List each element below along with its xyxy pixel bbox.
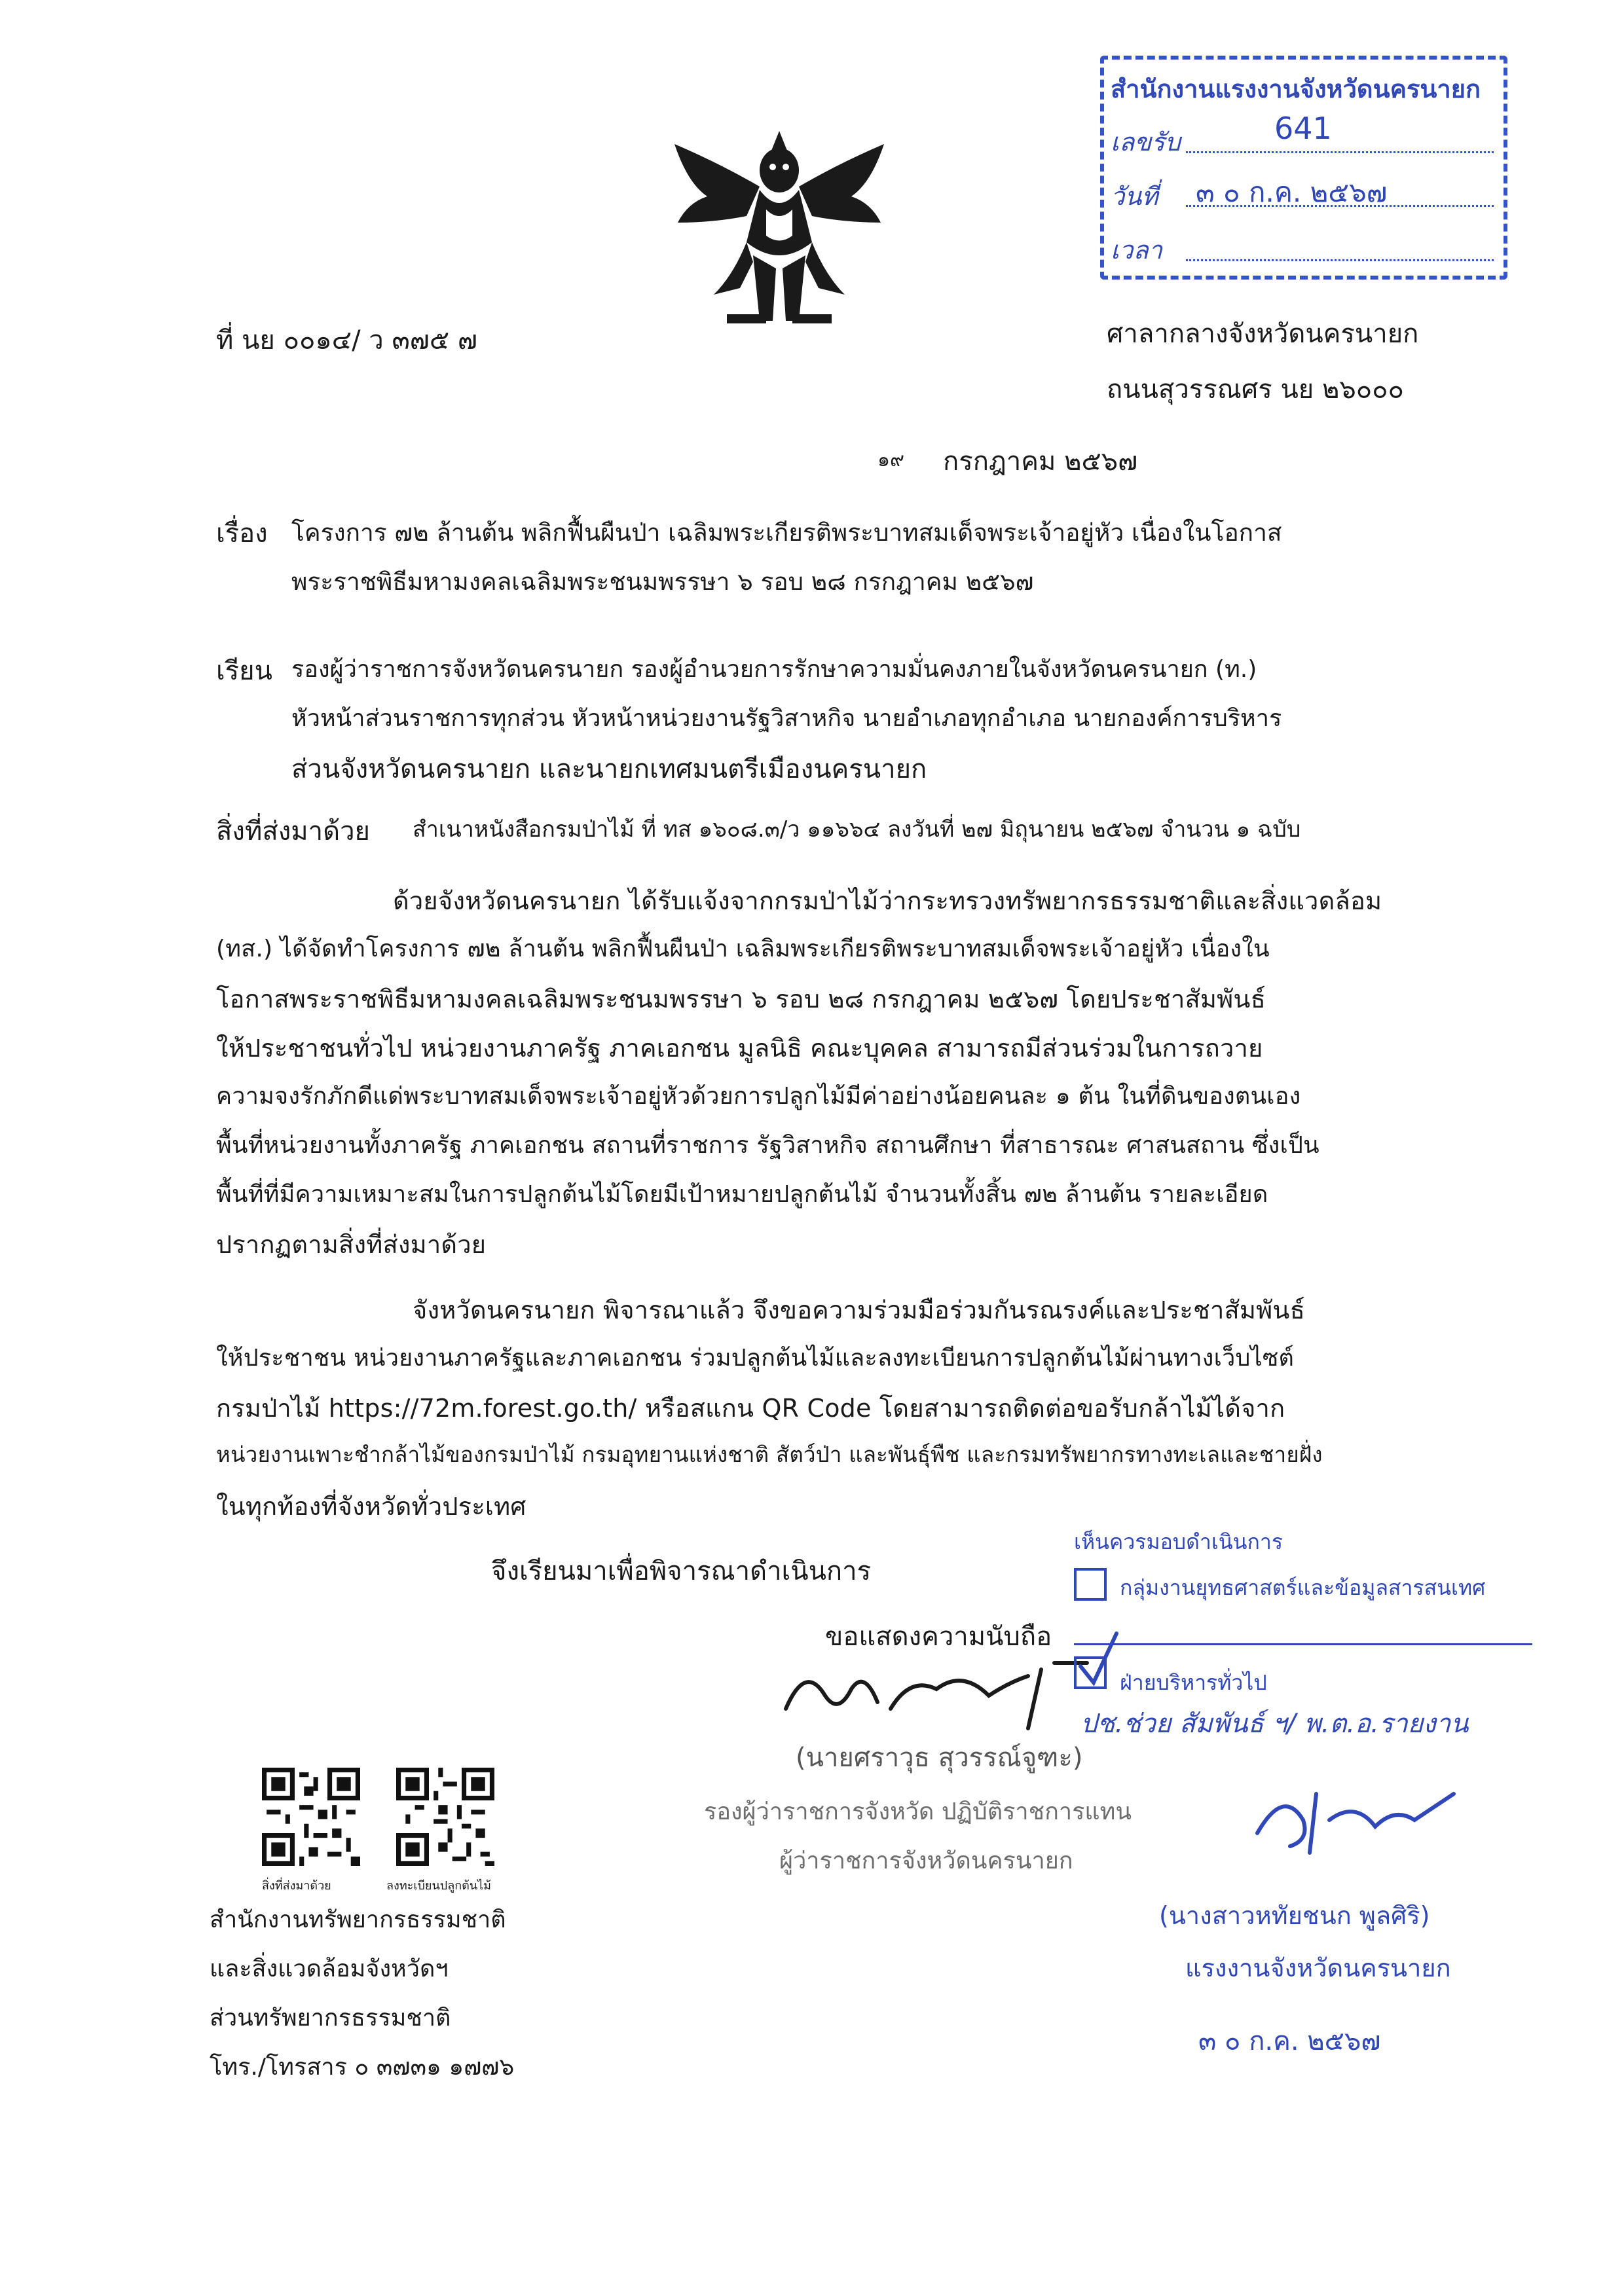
paragraph-1-line: ปรากฏตามสิ่งที่ส่งมาด้วย bbox=[216, 1230, 487, 1259]
footer-office-line-2: และสิ่งแวดล้อมจังหวัดฯ bbox=[210, 1956, 449, 1982]
check-mark-icon bbox=[1074, 1630, 1120, 1689]
paragraph-2-line: กรมป่าไม้ https://72m.forest.go.th/ หรือสแกน QR Code โดยสามารถติดต่อขอรับกล้าไม้ได้จาก bbox=[216, 1394, 1285, 1423]
receipt-stamp bbox=[1100, 56, 1507, 280]
stamp-dots bbox=[1186, 259, 1494, 261]
garuda-emblem-icon bbox=[661, 124, 897, 334]
document-reference-number: ที่ นย ๐๐๑๔/ ว ๓๗๕ ๗ bbox=[216, 325, 477, 355]
subject-label: เรื่อง bbox=[216, 519, 268, 549]
paragraph-1-line: พื้นที่หน่วยงานทั้งภาครัฐ ภาคเอกชน สถานที่ราชการ รัฐวิสาหกิจ สถานศึกษา ที่สาธารณะ ศาสนสถาน ซึ่งเป็น bbox=[216, 1132, 1320, 1159]
enclosure-text: สำเนาหนังสือกรมป่าไม้ ที่ ทส ๑๖๐๘.๓/ว ๑๑๖๖๔ ลงวันที่ ๒๗ มิถุนายน ๒๕๖๗ จำนวน ๑ ฉบับ bbox=[413, 816, 1301, 843]
stamp-dots bbox=[1186, 151, 1494, 153]
paragraph-1-line: (ทส.) ได้จัดทำโครงการ ๗๒ ล้านต้น พลิกฟื้นผืนป่า เฉลิมพระเกียรติพระบาทสมเด็จพระเจ้าอยู่หัว เนื่องใน bbox=[216, 936, 1270, 962]
paragraph-2-line: ให้ประชาชน หน่วยงานภาครัฐและภาคเอกชน ร่วมปลูกต้นไม้และลงทะเบียนการปลูกต้นไม้ผ่านทางเว็บไซต์ bbox=[216, 1345, 1295, 1372]
approver-position: แรงงานจังหวัดนครนายก bbox=[1185, 1954, 1451, 1982]
paragraph-1-line: ให้ประชาชนทั่วไป หน่วยงานภาครัฐ ภาคเอกชน มูลนิธิ คณะบุคคล สามารถมีส่วนร่วมในการถวาย bbox=[216, 1034, 1263, 1063]
paragraph-2-line: หน่วยงานเพาะชำกล้าไม้ของกรมป่าไม้ กรมอุทยานแห่งชาติ สัตว์ป่า และพันธุ์พืช และกรมทรัพยากรทางทะเลและชายฝั่ง bbox=[216, 1442, 1323, 1467]
paragraph-2-line: ในทุกท้องที่จังหวัดทั่วประเทศ bbox=[216, 1492, 526, 1521]
recipient-label: เรียน bbox=[216, 656, 272, 686]
annotation-heading: เห็นควรมอบดำเนินการ bbox=[1074, 1529, 1283, 1554]
stamp-receive-label: เลขรับ bbox=[1111, 128, 1181, 156]
approver-name: (นางสาวหทัยชนก พูลศิริ) bbox=[1159, 1901, 1430, 1930]
signer-position-line-1: รองผู้ว่าราชการจังหวัด ปฏิบัติราชการแทน bbox=[704, 1798, 1132, 1825]
recipient-line-3: ส่วนจังหวัดนครนายก และนายกเทศมนตรีเมืองนครนายก bbox=[291, 754, 927, 784]
stamp-time-label: เวลา bbox=[1111, 236, 1162, 264]
qr-code-registration-icon[interactable] bbox=[396, 1768, 494, 1866]
signature-icon bbox=[779, 1650, 1120, 1735]
approver-signature-icon bbox=[1244, 1781, 1460, 1859]
enclosure-label: สิ่งที่ส่งมาด้วย bbox=[216, 816, 370, 847]
annotation-rule bbox=[1074, 1643, 1532, 1645]
sender-address-line-2: ถนนสุวรรณศร นย ๒๖๐๐๐ bbox=[1107, 374, 1404, 405]
signer-name: (นายศราวุธ สุวรรณ์จูฑะ) bbox=[796, 1743, 1083, 1773]
date-day-handwritten: ๑๙ bbox=[877, 448, 905, 471]
signer-position-line-2: ผู้ว่าราชการจังหวัดนครนายก bbox=[779, 1848, 1073, 1874]
stamp-office: สำนักงานแรงงานจังหวัดนครนายก bbox=[1111, 75, 1481, 103]
stamp-receive-number: 641 bbox=[1274, 111, 1332, 146]
annotation-option-2: ฝ่ายบริหารทั่วไป bbox=[1120, 1670, 1267, 1695]
paragraph-2-line: จังหวัดนครนายก พิจารณาแล้ว จึงขอความร่วมมือร่วมกันรณรงค์และประชาสัมพันธ์ bbox=[413, 1296, 1305, 1324]
footer-phone: โทร./โทรสาร ๐ ๓๗๓๑ ๑๗๗๖ bbox=[210, 2054, 515, 2081]
document-date: กรกฎาคม ๒๕๖๗ bbox=[943, 446, 1138, 477]
stamp-date-label: วันที่ bbox=[1111, 182, 1158, 211]
paragraph-1-line: ด้วยจังหวัดนครนายก ได้รับแจ้งจากกรมป่าไม้ว่ากระทรวงทรัพยากรธรรมชาติและสิ่งแวดล้อม bbox=[393, 886, 1382, 915]
sender-address-line-1: ศาลากลางจังหวัดนครนายก bbox=[1107, 319, 1419, 349]
footer-office-line-3: ส่วนทรัพยากรธรรมชาติ bbox=[210, 2005, 451, 2032]
qr-caption-enclosure: สิ่งที่ส่งมาด้วย bbox=[262, 1879, 331, 1893]
regards: ขอแสดงความนับถือ bbox=[825, 1622, 1052, 1652]
subject-line-2: พระราชพิธีมหามงคลเฉลิมพระชนมพรรษา ๖ รอบ ๒๘ กรกฎาคม ๒๕๖๗ bbox=[291, 568, 1034, 596]
closing-sentence: จึงเรียนมาเพื่อพิจารณาดำเนินการ bbox=[491, 1556, 872, 1586]
paragraph-1-line: ความจงรักภักดีแด่พระบาทสมเด็จพระเจ้าอยู่หัวด้วยการปลูกไม้มีค่าอย่างน้อยคนละ ๑ ต้น ในที่ดินของตนเอง bbox=[216, 1083, 1301, 1110]
qr-caption-registration: ลงทะเบียนปลูกต้นไม้ bbox=[386, 1879, 492, 1893]
subject-line-1: โครงการ ๗๒ ล้านต้น พลิกฟื้นผืนป่า เฉลิมพระเกียรติพระบาทสมเด็จพระเจ้าอยู่หัว เนื่องในโอกาส bbox=[291, 519, 1282, 547]
recipient-line-2: หัวหน้าส่วนราชการทุกส่วน หัวหน้าหน่วยงานรัฐวิสาหกิจ นายอำเภอทุกอำเภอ นายกองค์การบริหาร bbox=[291, 705, 1282, 732]
qr-code-enclosure-icon[interactable] bbox=[262, 1768, 360, 1866]
annotation-handwritten-note: ปช.ช่วย สัมพันธ์ ฯ/ พ.ต.อ.รายงาน bbox=[1080, 1709, 1469, 1739]
approver-date: ๓ ๐ ก.ค. ๒๕๖๗ bbox=[1198, 2026, 1381, 2056]
recipient-line-1: รองผู้ว่าราชการจังหวัดนครนายก รองผู้อำนวยการรักษาความมั่นคงภายในจังหวัดนครนายก (ท.) bbox=[291, 656, 1257, 683]
stamp-date-value: ๓ ๐ ก.ค. ๒๕๖๗ bbox=[1196, 176, 1388, 208]
paragraph-1-line: โอกาสพระราชพิธีมหามงคลเฉลิมพระชนมพรรษา ๖ รอบ ๒๘ กรกฎาคม ๒๕๖๗ โดยประชาสัมพันธ์ bbox=[216, 985, 1266, 1013]
footer-office-line-1: สำนักงานทรัพยากรธรรมชาติ bbox=[210, 1906, 506, 1933]
paragraph-1-line: พื้นที่ที่มีความเหมาะสมในการปลูกต้นไม้โดยมีเป้าหมายปลูกต้นไม้ จำนวนทั้งสิ้น ๗๒ ล้านต้น รายละเอียด bbox=[216, 1181, 1268, 1208]
annotation-option-1: กลุ่มงานยุทธศาสตร์และข้อมูลสารสนเทศ bbox=[1120, 1575, 1486, 1600]
option-checkbox bbox=[1074, 1568, 1107, 1601]
